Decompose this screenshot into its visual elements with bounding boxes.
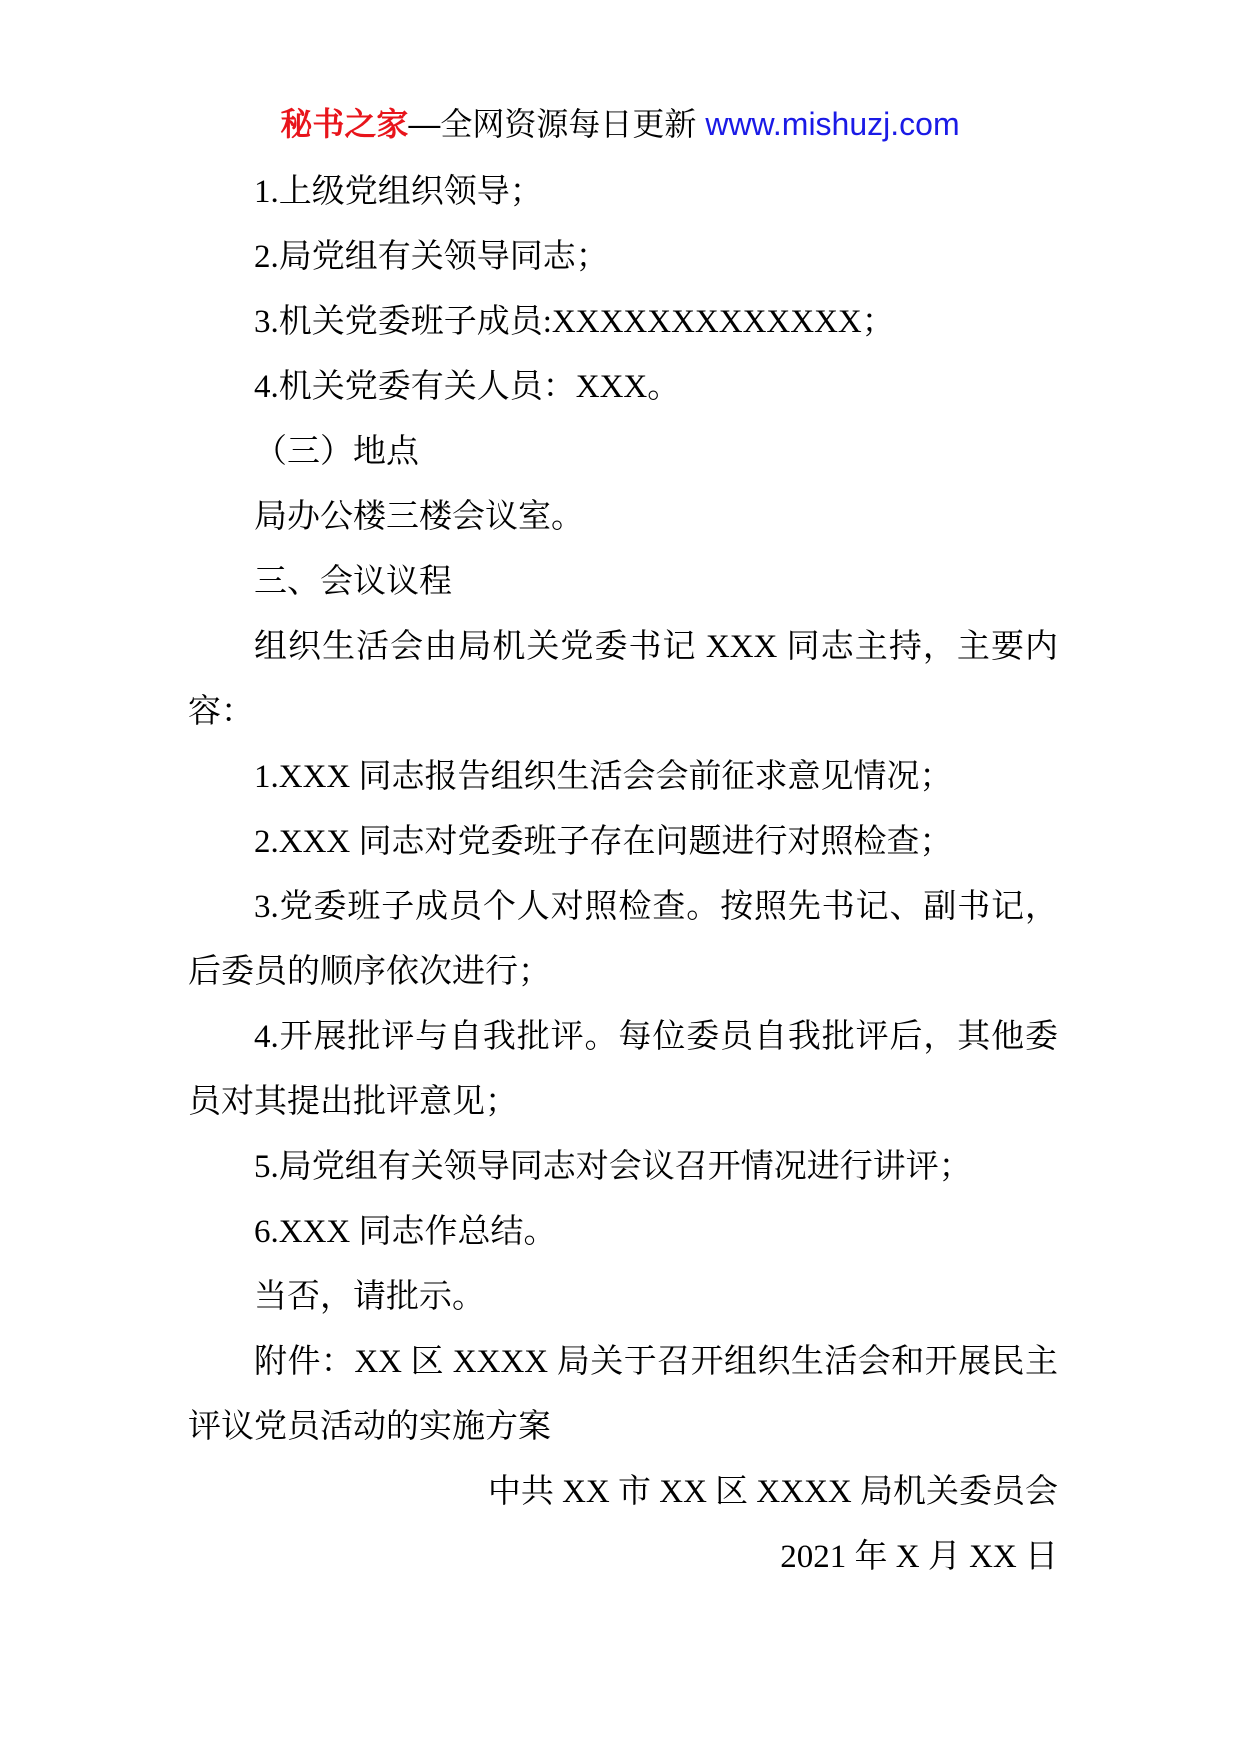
paragraph: 1.上级党组织领导； [254, 174, 543, 210]
header-tagline: —全网资源每日更新 [408, 106, 706, 142]
paragraph: 4.开展批评与自我批评。每位委员自我批评后，其他委员对其提出批评意见； [188, 1019, 1058, 1120]
paragraph: 5.局党组有关领导同志对会议召开情况进行讲评； [254, 1149, 972, 1185]
paragraph: 局办公楼三楼会议室。 [254, 499, 584, 535]
paragraph: 2.XXX 同志对党委班子存在问题进行对照检查； [254, 824, 953, 860]
paragraph: 组织生活会由局机关党委书记 XXX 同志主持，主要内容： [188, 629, 1058, 730]
site-url-link[interactable]: www.mishuzj.com [705, 106, 960, 142]
paragraph: 6.XXX 同志作总结。 [254, 1214, 557, 1250]
section-heading: （三）地点 [254, 434, 419, 470]
signature-date: 2021 年 X 月 XX 日 [780, 1539, 1058, 1575]
section-heading: 三、会议议程 [254, 564, 452, 600]
paragraph: 4.机关党委有关人员：XXX。 [254, 369, 681, 405]
paragraph: 2.局党组有关领导同志； [254, 239, 609, 275]
paragraph: 1.XXX 同志报告组织生活会会前征求意见情况； [254, 759, 953, 795]
brand-name: 秘书之家 [280, 106, 409, 142]
site-header [0, 102, 1240, 146]
paragraph: 3.机关党委班子成员:XXXXXXXXXXXXX； [254, 304, 895, 340]
attachment-note: 附件：XX 区 XXXX 局关于召开组织生活会和开展民主评议党员活动的实施方案 [188, 1344, 1058, 1445]
paragraph: 当否，请批示。 [254, 1279, 485, 1315]
document-body [188, 160, 1058, 1590]
signature-org: 中共 XX 市 XX 区 XXXX 局机关委员会 [487, 1474, 1058, 1510]
paragraph: 3.党委班子成员个人对照检查。按照先书记、副书记，后委员的顺序依次进行； [188, 889, 1058, 990]
